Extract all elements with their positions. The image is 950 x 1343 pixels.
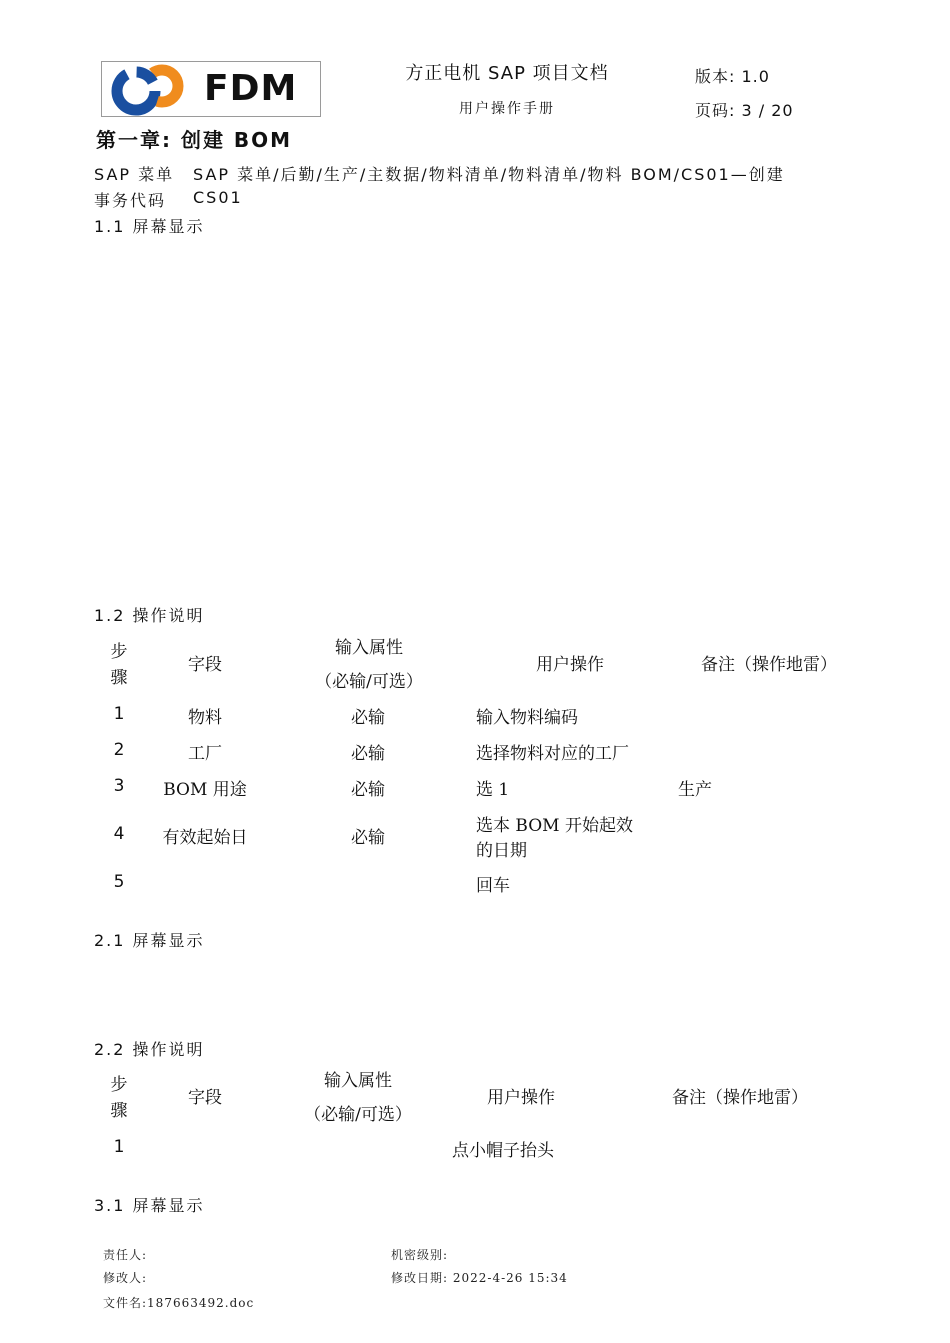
menu-path: SAP 菜单/后勤/生产/主数据/物料清单/物料清单/物料 BOM/CS01—创建 (193, 165, 785, 184)
row-op: 点小帽子抬头 (452, 1141, 554, 1161)
col-step-2: 骤 (110, 668, 128, 688)
row-step: 3 (113, 776, 125, 796)
footer-security: 机密级别: (391, 1248, 449, 1262)
row-step: 1 (113, 704, 125, 724)
tcode-value: CS01 (193, 188, 243, 207)
row-step: 1 (113, 1137, 125, 1157)
section-3-1-heading: 3.1 屏幕显示 (94, 1196, 205, 1215)
col-attr-2: （必输/可选） (304, 1105, 412, 1125)
logo-text: FDM (204, 68, 298, 109)
col-step: 步 (110, 1075, 128, 1095)
doc-version: 版本: 1.0 (695, 67, 770, 86)
row-attr: 必输 (351, 780, 385, 800)
row-attr: 必输 (351, 828, 385, 848)
row-field: 物料 (188, 708, 222, 728)
row-step: 5 (113, 872, 125, 892)
row-field: 有效起始日 (162, 828, 248, 848)
row-field: BOM 用途 (163, 780, 247, 800)
footer-modified-date: 修改日期: 2022-4-26 15:34 (391, 1271, 568, 1285)
section-1-2-heading: 1.2 操作说明 (94, 606, 205, 625)
row-op: 选择物料对应的工厂 (476, 744, 629, 764)
row-attr: 必输 (351, 708, 385, 728)
col-attr: 输入属性 (324, 1071, 392, 1091)
col-user-op: 用户操作 (536, 655, 604, 675)
row-op: 输入物料编码 (476, 708, 578, 728)
footer-modifier: 修改人: (103, 1271, 148, 1285)
col-field: 字段 (188, 655, 222, 675)
row-step: 2 (113, 740, 125, 760)
col-step-2: 骤 (110, 1101, 128, 1121)
col-remark: 备注（操作地雷） (672, 1088, 808, 1108)
row-op-cont: 的日期 (476, 841, 527, 861)
col-attr: 输入属性 (335, 638, 403, 658)
footer-filename: 文件名:187663492.doc (103, 1296, 255, 1310)
col-user-op: 用户操作 (487, 1088, 555, 1108)
col-field: 字段 (188, 1088, 222, 1108)
logo-mark-icon (104, 62, 200, 116)
footer-owner: 责任人: (103, 1248, 148, 1262)
col-attr-2: （必输/可选） (315, 672, 423, 692)
chapter-title: 第一章: 创建 BOM (96, 128, 293, 152)
row-field: 工厂 (188, 744, 222, 764)
col-step: 步 (110, 642, 128, 662)
company-logo (101, 61, 321, 117)
row-op: 回车 (476, 876, 510, 896)
section-2-1-heading: 2.1 屏幕显示 (94, 931, 205, 950)
col-remark: 备注（操作地雷） (701, 655, 837, 675)
doc-title: 方正电机 SAP 项目文档 (405, 63, 609, 84)
row-remark: 生产 (678, 780, 712, 800)
section-1-1-heading: 1.1 屏幕显示 (94, 217, 205, 236)
row-op: 选 1 (476, 780, 510, 800)
row-op: 选本 BOM 开始起效 (476, 816, 633, 836)
tcode-label: 事务代码 (94, 191, 167, 210)
menu-label: SAP 菜单 (94, 165, 175, 184)
page-number: 页码: 3 / 20 (695, 101, 794, 120)
section-2-2-heading: 2.2 操作说明 (94, 1040, 205, 1059)
row-step: 4 (113, 824, 125, 844)
doc-subtitle: 用户操作手册 (459, 101, 555, 117)
row-attr: 必输 (351, 744, 385, 764)
